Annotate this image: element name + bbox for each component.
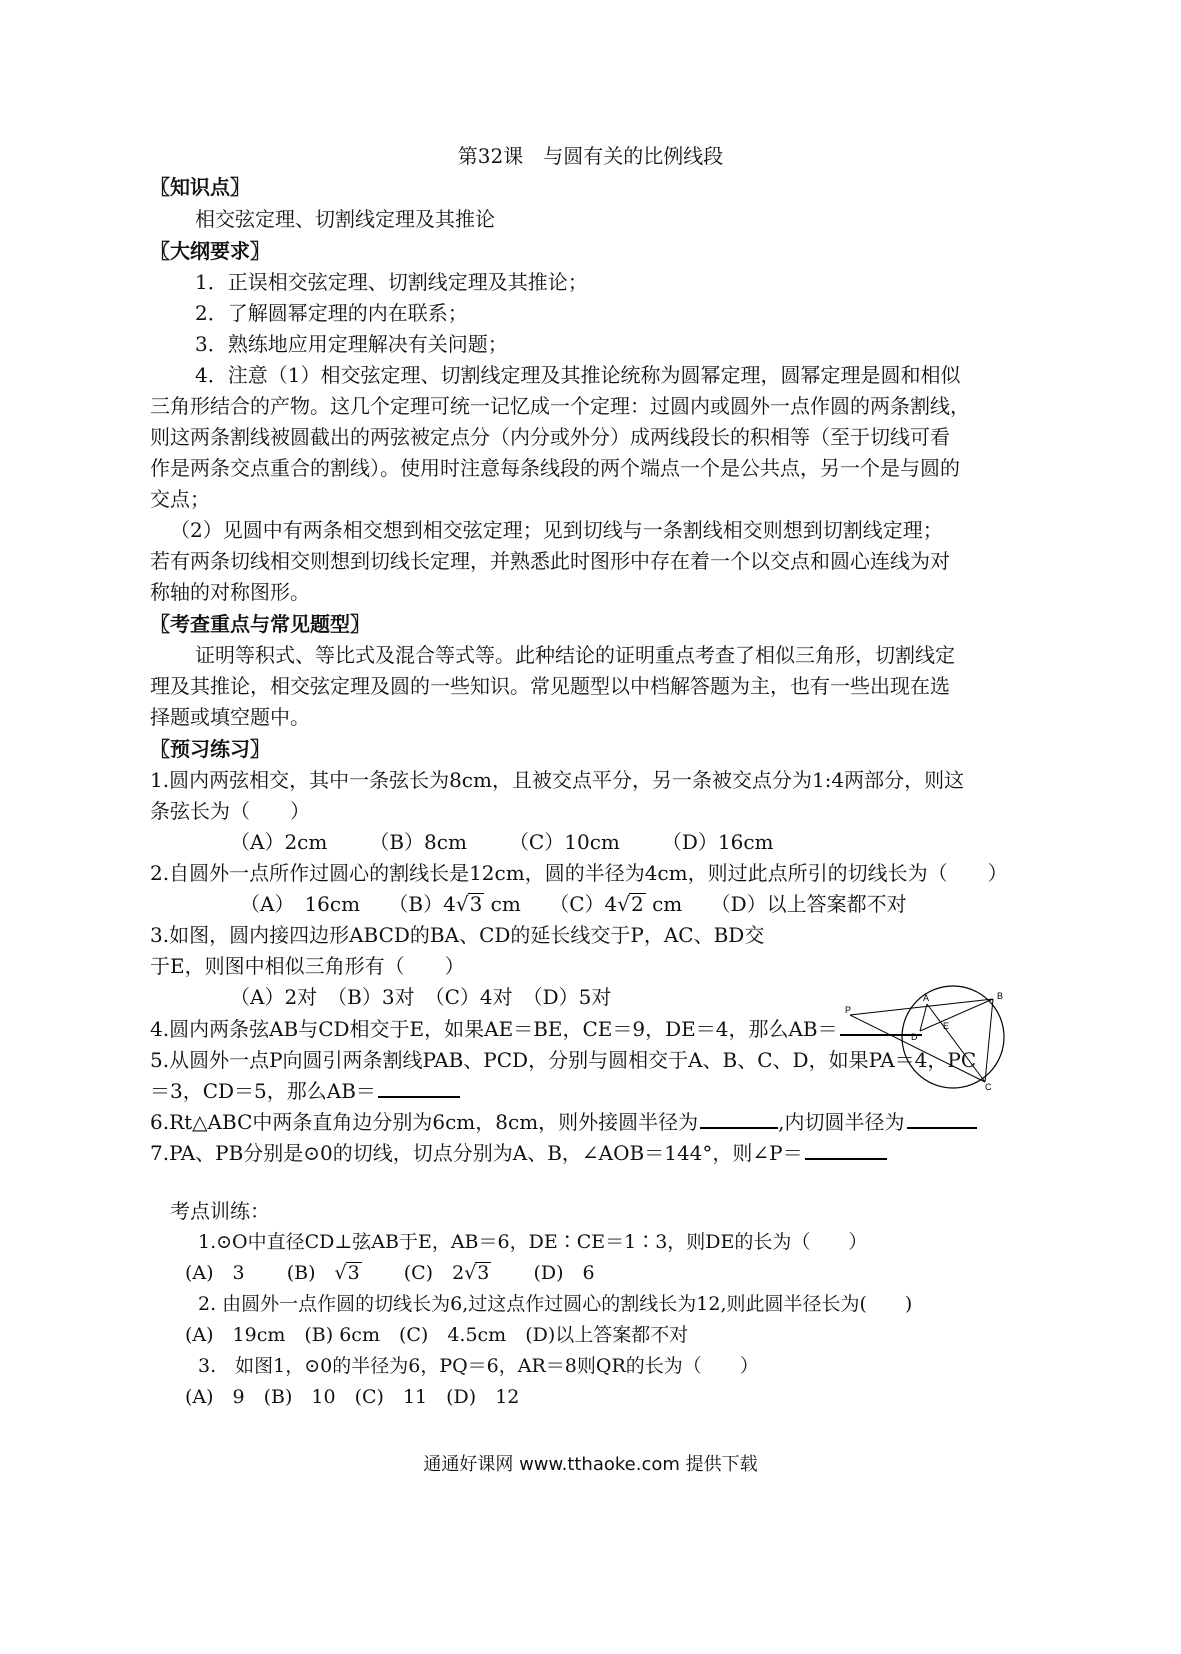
answer-blank[interactable] — [907, 1107, 977, 1129]
label-b: B — [997, 991, 1004, 1001]
preview-q1-line-1: 1.圆内两弦相交，其中一条弦长为8cm，且被交点平分，另一条被交点分为1:4两部分，则这 — [150, 768, 965, 792]
preview-q5-line-1: 5.从圆外一点P向圆引两条割线PAB、PCD，分别与圆相交于A、B、C、D，如果PA＝4，PC — [150, 1048, 977, 1072]
training-q3-options: (A) 9 (B) 10 (C) 11 (D) 12 — [185, 1386, 520, 1408]
training-q3: 3. 如图1，⊙0的半径为6，PQ＝6，AR＝8则QR的长为（ ） — [198, 1355, 759, 1377]
syllabus-item-4-line-2: 三角形结合的产物。这几个定理可统一记忆成一个定理：过圆内或圆外一点作圆的两条割线， — [150, 394, 970, 418]
preview-q7: 7.PA、PB分别是⊙0的切线，切点分别为A、B，∠AOB＝144°，则∠P＝ — [150, 1138, 1040, 1168]
section-preview-heading: 〖预习练习〗 — [150, 737, 270, 761]
label-a: A — [923, 993, 930, 1003]
syllabus-item-2: 2．了解圆幂定理的内在联系； — [195, 301, 468, 325]
q1-option-a: （A）2cm — [230, 830, 328, 854]
label-c: C — [985, 1082, 992, 1090]
training-q2-options: (A) 19cm (B) 6cm (C) 4.5cm (D)以上答案都不对 — [185, 1324, 689, 1346]
training-q1-options — [185, 1258, 1075, 1288]
label-p: P — [845, 1005, 852, 1015]
label-d: D — [911, 1032, 918, 1042]
answer-blank[interactable] — [805, 1138, 887, 1160]
exam-text-line-2: 理及其推论，相交弦定理及圆的一些知识。常见题型以中档解答题为主，也有一些出现在选 — [150, 674, 950, 698]
q1-option-c: （C）10cm — [508, 830, 620, 854]
t1-option-a: (A) 3 — [185, 1262, 245, 1284]
preview-q1-options — [230, 827, 1120, 857]
q1-option-b: （B）8cm — [369, 830, 467, 854]
syllabus-item-4: 4．注意（1）相交弦定理、切割线定理及其推论统称为圆幂定理，圆幂定理是圆和相似 — [195, 363, 961, 387]
q2-option-a: （A） 16cm — [240, 892, 361, 916]
label-e: E — [943, 1021, 950, 1031]
answer-blank[interactable] — [840, 1014, 922, 1036]
answer-blank[interactable] — [378, 1076, 460, 1098]
page-title: 第32课 与圆有关的比例线段 — [457, 144, 724, 168]
training-q2: 2. 由圆外一点作圆的切线长为6,过这点作过圆心的割线长为12,则此圆半径长为( ) — [198, 1293, 913, 1315]
answer-blank[interactable] — [700, 1107, 778, 1129]
page-footer: 通通好课网 www.tthaoke.com 提供下载 — [423, 1454, 758, 1475]
syllabus-item-4-line-3: 则这两条割线被圆截出的两弦被定点分（内分或外分）成两线段长的积相等（至于切线可看 — [150, 425, 950, 449]
syllabus-item-4-line-5: 交点； — [150, 487, 210, 511]
preview-q3-line-1: 3.如图，圆内接四边形ABCD的BA、CD的延长线交于P，AC、BD交 — [150, 923, 765, 947]
syllabus-item-4-line-4: 作是两条交点重合的割线）。使用时注意每条线段的两个端点一个是公共点，另一个是与圆的 — [150, 456, 960, 480]
training-q1: 1.⊙O中直径CD⊥弦AB于E，AB＝6，DE∶CE＝1∶3，则DE的长为（ ） — [198, 1231, 868, 1253]
section-knowledge-heading: 〖知识点〗 — [150, 175, 250, 199]
preview-q1-line-2: 条弦长为（ ） — [150, 799, 310, 823]
preview-q2-line-1: 2.自圆外一点所作过圆心的割线长是12cm，圆的半径为4cm，则过此点所引的切线长为（ ） — [150, 861, 1008, 885]
t1-option-d: (D) 6 — [533, 1262, 595, 1284]
section-syllabus-heading: 〖大纲要求〗 — [150, 239, 270, 263]
exam-text-line-1: 证明等积式、等比式及混合等式等。此种结论的证明重点考查了相似三角形，切割线定 — [195, 643, 955, 667]
syllabus-item-3: 3．熟练地应用定理解决有关问题； — [195, 332, 508, 356]
q1-option-d: （D）16cm — [661, 830, 774, 854]
t1-option-b: (B) √3 — [286, 1262, 360, 1284]
section-exam-heading: 〖考查重点与常见题型〗 — [150, 612, 370, 636]
knowledge-text: 相交弦定理、切割线定理及其推论 — [195, 207, 495, 231]
syllabus-item-4-part-2-line-3: 称轴的对称图形。 — [150, 580, 310, 604]
syllabus-item-1: 1．正误相交弦定理、切割线定理及其推论； — [195, 270, 588, 294]
t1-option-c: (C) 2√3 — [403, 1262, 490, 1284]
preview-q2-options — [240, 889, 1130, 919]
q2-option-c: （C）4√2 cm — [549, 892, 683, 916]
syllabus-item-4-part-2: （2）见圆中有两条相交想到相交弦定理；见到切线与一条割线相交则想到切割线定理； — [170, 518, 943, 542]
preview-q6: 6.Rt△ABC中两条直角边分别为6cm，8cm，则外接圆半径为 ,内切圆半径为 — [150, 1107, 1040, 1137]
preview-q3-line-2: 于E，则图中相似三角形有（ ） — [150, 954, 465, 978]
preview-q4: 4.圆内两条弦AB与CD相交于E，如果AE＝BE，CE＝9，DE＝4，那么AB＝ — [150, 1014, 1040, 1044]
line-pb — [850, 999, 993, 1015]
exam-text-line-3: 择题或填空题中。 — [150, 705, 310, 729]
q2-option-d: （D）以上答案都不对 — [710, 892, 907, 916]
preview-q5-line-2: ＝3，CD＝5，那么AB＝ — [150, 1076, 1040, 1106]
preview-q3-options: （A）2对 （B）3对 （C）4对 （D）5对 — [230, 985, 612, 1009]
q2-option-b: （B）4√3 cm — [388, 892, 521, 916]
training-heading: 考点训练： — [170, 1199, 270, 1223]
syllabus-item-4-part-2-line-2: 若有两条切线相交则想到切线长定理，并熟悉此时图形中存在着一个以交点和圆心连线为对 — [150, 549, 950, 573]
